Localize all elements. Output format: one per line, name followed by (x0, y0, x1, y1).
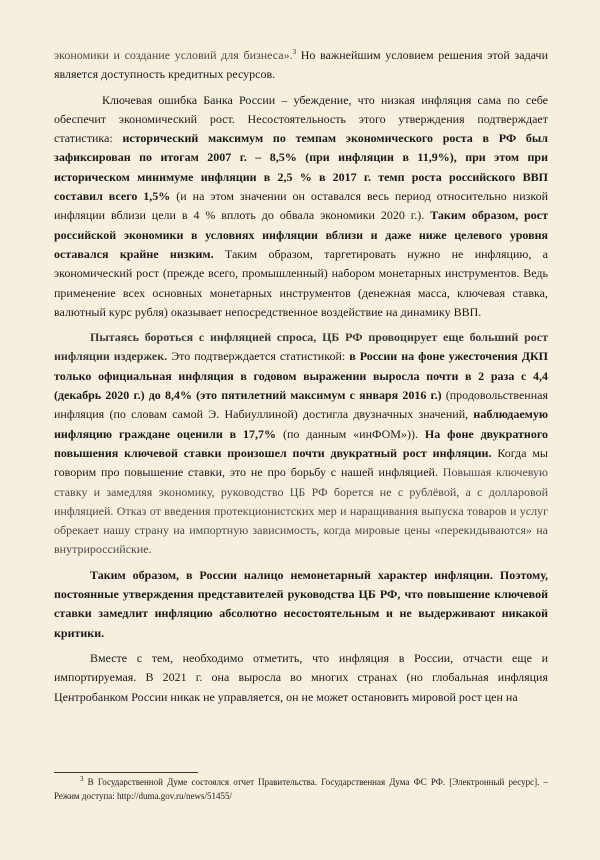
footnote-mark: 3 (80, 775, 84, 783)
text-run: Повышая ключевую ставку и замедляя экономику, руководство ЦБ РФ борется не с рублёвой, а с долларовой инфляцией. Отказ от введения протекционистских мер и наращивания выпуска товаров и услуг обрекает нашу страну на импортную зависимость, когда мировые цены «перекидываются» на внутрироссийские. (54, 465, 549, 557)
text-run: Вместе с тем, необходимо отметить, что инфляция в России, отчасти еще и импортируемая. В 2021 г. она выросла во многих странах (но глобальная инфляция Центробанком России никак не управляется, он не может остановить мировой рост цен на (54, 650, 548, 704)
paragraph-5 (54, 649, 548, 707)
text-run: экономики и создание условий для бизнеса». (54, 48, 293, 62)
body-text (54, 46, 548, 707)
text-run: Таким образом, рост российской экономики в условиях инфляции вблизи и даже ниже целевого уровня оставался крайне низким. (54, 208, 548, 261)
text-run: На фоне двукратного повышения ключевой ставки произошел почти двукратный рост инфляции. (54, 426, 548, 460)
text-run: исторический максимум по темпам экономического роста в РФ был зафиксирован по итогам 2007 г. – 8,5% (при инфляции в 11,9%), при этом при историческом минимуме инфляции в 2,5 % в 2017 г. темп роста российского ВВП составил всего 1,5% (54, 131, 548, 204)
text-run: Но важнейшим условием решения этой задачи является доступность кредитных ресурсов. (54, 48, 548, 82)
footnote-separator (54, 772, 198, 773)
text-run: (по данным «инФОМ»)). (276, 426, 425, 441)
text-run: наблюдаемую инфляцию граждане оценили в 17,7% (54, 407, 548, 441)
text-run: Таким образом, таргетировать нужно не инфляцию, а экономический рост (прежде всего, промышленный) набором монетарных инструментов. Ведь применение всех основных монетарных инструментов (денежная масса, ключевая ставка, валютный курс рубля) оказывает непосредственное воздействие на динамику ВВП. (54, 246, 548, 319)
text-run: Когда мы говорим про повышение ставки, это не про борьбу с нашей инфляцией. (54, 445, 548, 480)
text-run: Таким образом, в России налицо немонетарный характер инфляции. Поэтому, постоянные утверждения представителей руководства ЦБ РФ, что повышение ключевой ставки замедлит инфляцию абсолютно несостоятельным и не выдерживают никакой критики. (54, 567, 548, 640)
text-run: Это подтверждается статистикой: (167, 349, 350, 364)
text-run: Пытаясь бороться с инфляцией спроса, ЦБ РФ провоцирует еще больший рост инфляции издержек. (54, 330, 548, 364)
paragraph-1 (54, 46, 548, 85)
paragraph-4 (54, 566, 548, 643)
text-run: (и на этом значении он оставался весь период относительно низкой инфляции вблизи цели в 4 % вплоть до обвала экономики 2020 г.). (54, 189, 548, 223)
paragraph-3 (54, 328, 548, 560)
footnote-reference: 3 (292, 48, 297, 56)
text-run: Ключевая ошибка Банка России – убеждение, что низкая инфляция сама по себе обеспечит экономический рост. Несостоятельность этого утверждения подтверждает статистика: (54, 92, 548, 146)
footnote-text: В Государственной Думе состоялся отчет Правительства. Государственная Дума ФС РФ. [Электронный ресурс]. – Режим доступа: http://duma.gov.ru/news/51455/ (54, 777, 548, 801)
text-run: (продовольственная инфляция (по словам самой Э. Набиуллиной) достигла двузначных значений, (54, 388, 548, 422)
footnote (54, 776, 548, 803)
paragraph-2 (54, 91, 548, 323)
text-run: в России на фоне ужесточения ДКП только официальная инфляция в годовом выражении выросла почти в 2 раза с 4,4 (декабрь 2020 г.) до 8,4% (это пятилетний максимум с января 2016 г.) (54, 349, 549, 403)
